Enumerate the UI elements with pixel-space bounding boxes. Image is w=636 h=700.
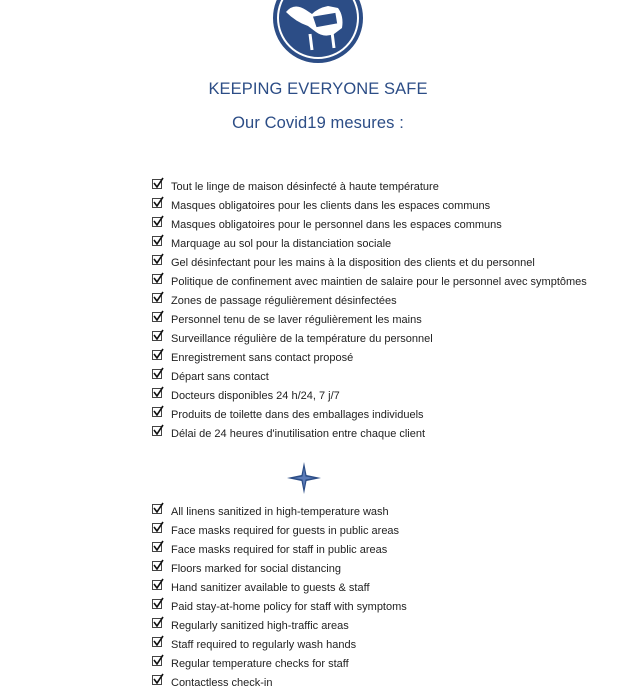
list-item-label: Regular temperature checks for staff	[171, 658, 349, 670]
list-item	[152, 674, 407, 693]
list-item-label: Paid stay-at-home policy for staff with symptoms	[171, 601, 407, 613]
list-item-label: Face masks required for staff in public areas	[171, 544, 388, 556]
list-item-label: Regularly sanitized high-traffic areas	[171, 620, 349, 632]
list-item	[152, 273, 587, 292]
list-item	[152, 254, 587, 273]
checked-box-icon	[152, 561, 162, 571]
checked-box-icon	[152, 369, 162, 379]
checked-box-icon	[152, 637, 162, 647]
list-item	[152, 598, 407, 617]
list-item	[152, 197, 587, 216]
list-item-label: Masques obligatoires pour le personnel dans les espaces communs	[171, 219, 502, 231]
list-item	[152, 655, 407, 674]
list-item-label: Zones de passage régulièrement désinfectées	[171, 295, 397, 307]
list-item-label: Politique de confinement avec maintien de salaire pour le personnel avec symptômes	[171, 276, 587, 288]
checked-box-icon	[152, 388, 162, 398]
french-measures-list	[152, 178, 587, 444]
list-item	[152, 368, 587, 387]
list-item	[152, 216, 587, 235]
list-item	[152, 579, 407, 598]
compass-star-icon	[287, 462, 321, 494]
checked-box-icon	[152, 312, 162, 322]
list-item-label: Marquage au sol pour la distanciation sociale	[171, 238, 392, 250]
list-item-label: Hand sanitizer available to guests & staff	[171, 582, 370, 594]
list-item-label: Docteurs disponibles 24 h/24, 7 j/7	[171, 390, 340, 402]
checked-box-icon	[152, 523, 162, 533]
checked-box-icon	[152, 656, 162, 666]
list-item	[152, 349, 587, 368]
checked-box-icon	[152, 580, 162, 590]
checked-box-icon	[152, 293, 162, 303]
list-item-label: Tout le linge de maison désinfecté à haute température	[171, 181, 439, 193]
checked-box-icon	[152, 426, 162, 436]
checked-box-icon	[152, 350, 162, 360]
list-item	[152, 560, 407, 579]
checked-box-icon	[152, 542, 162, 552]
list-item	[152, 425, 587, 444]
list-item	[152, 636, 407, 655]
list-item-label: Face masks required for guests in public areas	[171, 525, 400, 537]
list-item-label: Départ sans contact	[171, 371, 269, 383]
list-item-label: Masques obligatoires pour les clients dans les espaces communs	[171, 200, 491, 212]
list-item	[152, 311, 587, 330]
checked-box-icon	[152, 179, 162, 189]
list-item	[152, 330, 587, 349]
checked-box-icon	[152, 504, 162, 514]
list-item	[152, 617, 407, 636]
checked-box-icon	[152, 675, 162, 685]
list-item	[152, 522, 407, 541]
list-item	[152, 541, 407, 560]
checked-box-icon	[152, 255, 162, 265]
checked-box-icon	[152, 618, 162, 628]
list-item	[152, 235, 587, 254]
list-item-label: Staff required to regularly wash hands	[171, 639, 357, 651]
list-item-label: Délai de 24 heures d'inutilisation entre chaque client	[171, 428, 426, 440]
checked-box-icon	[152, 274, 162, 284]
checked-box-icon	[152, 236, 162, 246]
english-measures-list	[152, 503, 407, 693]
checked-box-icon	[152, 407, 162, 417]
list-item-label: Produits de toilette dans des emballages individuels	[171, 409, 424, 421]
list-item	[152, 503, 407, 522]
page-subtitle: Our Covid19 mesures :	[232, 114, 404, 132]
list-item-label: Gel désinfectant pour les mains à la disposition des clients et du personnel	[171, 257, 535, 269]
list-item-label: Floors marked for social distancing	[171, 563, 341, 575]
checked-box-icon	[152, 599, 162, 609]
checked-box-icon	[152, 198, 162, 208]
checked-box-icon	[152, 217, 162, 227]
list-item	[152, 178, 587, 197]
list-item-label: Personnel tenu de se laver régulièrement les mains	[171, 314, 422, 326]
list-item-label: Surveillance régulière de la température du personnel	[171, 333, 433, 345]
list-item-label: Enregistrement sans contact proposé	[171, 352, 354, 364]
list-item	[152, 387, 587, 406]
list-item-label: Contactless check-in	[171, 677, 273, 689]
page-title: KEEPING EVERYONE SAFE	[208, 80, 428, 98]
checked-box-icon	[152, 331, 162, 341]
face-mask-person-icon	[272, 0, 364, 64]
list-item	[152, 292, 587, 311]
list-item-label: All linens sanitized in high-temperature wash	[171, 506, 389, 518]
list-item	[152, 406, 587, 425]
